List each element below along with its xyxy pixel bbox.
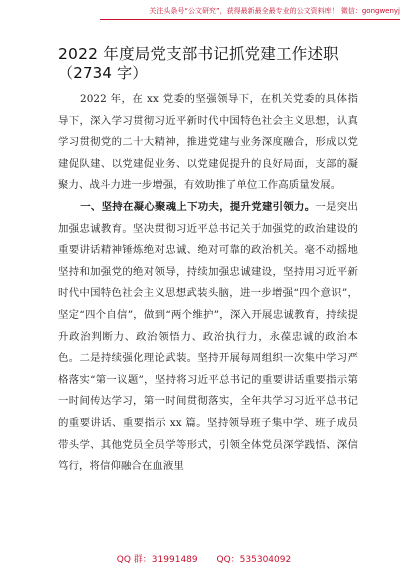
footer-qq: QQ：535304092 [216, 555, 292, 565]
header-promo-note: 关注头条号“公文研究”，获得最新最全最专业的公文资料库！ 微信：gongwenyj [100, 6, 400, 20]
intro-paragraph [58, 89, 358, 197]
document-title: 2022 年度局党支部书记抓党建工作述职 [58, 45, 339, 63]
document-page [58, 44, 358, 478]
section-1-body-b: 二是持续强化理论武装。坚持开展每周组织一次集中学习严格落实“第一议题”，坚持将习近平总书记的重要讲话重要指示第一时间传达学习，第一时间贯彻落实，全年共学习习近平总书记的重要讲话、重要指示 xx 篇。坚持领导班子集中学、班子成员带头学、其他党员全员学等形式，引领全体党员深学践悟、深信笃行，将信仰融合在血液里 [58, 352, 358, 473]
section-1-heading: 一、坚持在凝心聚魂上下功夫，提升党建引领力。 [80, 200, 316, 213]
section-1-body-a: 一是突出加强忠诚教育。坚决贯彻习近平总书记关于加强党的政治建设的重要讲话精神锤炼绝对忠诚、绝对可靠的政治机关。毫不动摇地坚持和加强党的绝对领导，持续加强忠诚建设，坚持用习近平新时代中国特色社会主义思想武装头脑，进一步增强“四个意识”，坚定“四个自信”，做到“两个维护”，深入开展忠诚教育，持续提升政治判断力、政治领悟力、政治执行力，永葆忠诚的政治本色。 [58, 200, 358, 365]
footer-qq-group: QQ 群：31991489 [116, 555, 198, 565]
document-word-count: （2734 字） [58, 64, 148, 82]
footer-contact [0, 552, 408, 565]
section-1-paragraph [58, 197, 358, 478]
intro-text: 2022 年，在 xx 党委的坚强领导下，在机关党委的具体指导下，深入学习贯彻习近平新时代中国特色社会主义思想，认真学习贯彻党的二十大精神，推进党建与业务深度融合，形成以党建促队建、以党建促业务、以党建促提升的良好局面，支部的凝聚力、战斗力进一步增强，有效助推了单位工作高质量发展。 [58, 93, 358, 192]
